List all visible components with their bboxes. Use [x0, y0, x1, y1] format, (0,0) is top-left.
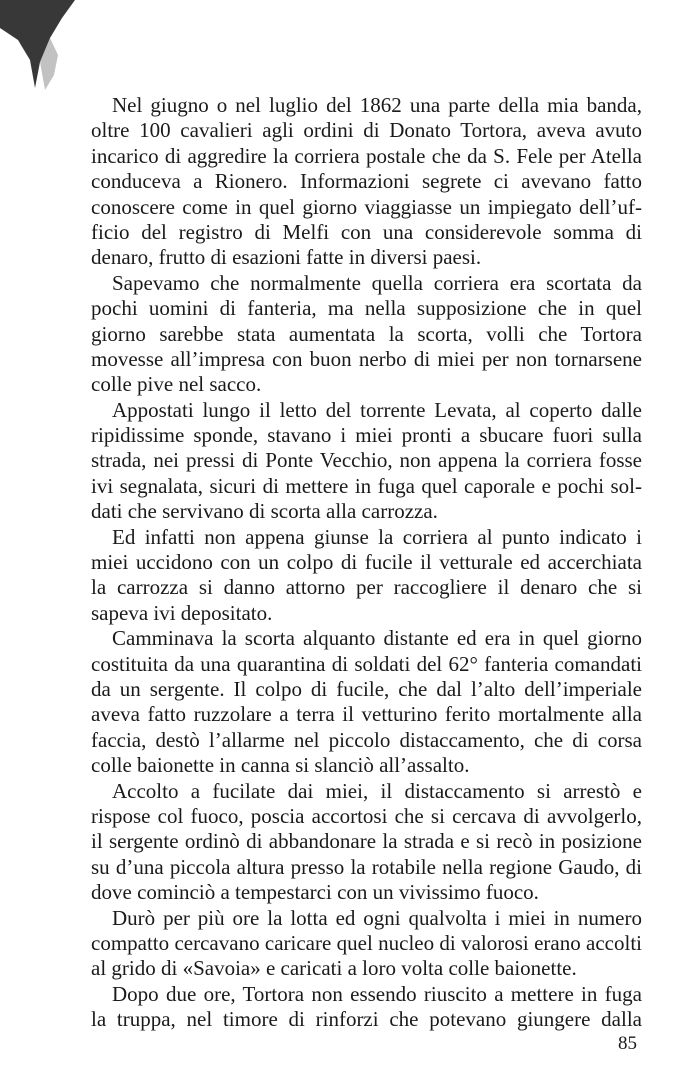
text-line: costituita da una quarantina di soldati del 62° fanteria comandati: [91, 651, 642, 676]
text-line: miei uccidono con un colpo di fucile il vetturale ed accerchiata: [91, 550, 642, 575]
paragraph: [91, 779, 642, 906]
paragraph: [91, 906, 642, 982]
paragraph: [91, 525, 642, 627]
text-line: aveva fatto ruzzolare a terra il vetturino ferito mortalmente alla: [91, 702, 642, 727]
text-line: la carrozza si danno attorno per raccogliere il denaro che si: [91, 575, 642, 600]
paragraph: [91, 398, 642, 525]
text-line: strada, nei pressi di Ponte Vecchio, non appena la corriera fosse: [91, 448, 642, 473]
paragraph: [91, 982, 642, 1033]
text-line: Appostati lungo il letto del torrente Levata, al coperto dalle: [112, 397, 642, 422]
text-line: da un sergente. Il colpo di fucile, che dal l’alto dell’imperiale: [91, 676, 642, 701]
text-line: sapeva ivi depositato.: [91, 600, 273, 625]
text-line: Nel giugno o nel luglio del 1862 una parte della mia banda,: [112, 93, 642, 117]
text-line: oltre 100 cavalieri agli ordini di Donato Tortora, aveva avuto: [91, 118, 642, 143]
text-line: ripidissime sponde, stavano i miei pronti a sbucare fuori sulla: [91, 423, 642, 448]
text-line: Durò per più ore la lotta ed ogni qualvolta i miei in numero: [112, 905, 642, 930]
paragraph: [91, 626, 642, 778]
body-text: [91, 93, 642, 1032]
text-line: dati che servivano di scorta alla carrozza.: [91, 499, 438, 524]
text-line: al grido di «Savoia» e caricati a loro volta colle baionette.: [91, 956, 577, 981]
text-line: movesse all’impresa con buon nerbo di miei per non tornarsene: [91, 346, 642, 371]
text-line: Accolto a fucilate dai miei, il distaccamento si arrestò e: [112, 778, 642, 803]
text-line: ficio del registro di Melfi con una considerevole somma di: [91, 219, 642, 244]
text-line: conduceva a Rionero. Informazioni segrete ci avevano fatto: [91, 169, 642, 194]
text-line: faccia, destò l’allarme nel piccolo distaccamento, che di corsa: [91, 727, 642, 752]
paragraph: [91, 93, 642, 271]
text-line: Ed infatti non appena giunse la corriera al punto indicato i: [112, 524, 642, 549]
text-line: rispose col fuoco, poscia accortosi che si cercava di avvolgerlo,: [91, 803, 642, 828]
text-line: la truppa, nel timore di rinforzi che potevano giungere dalla: [91, 1007, 642, 1032]
text-line: incarico di aggredire la corriera postale che da S. Fele per Atella: [91, 143, 642, 168]
text-line: colle baionette in canna si slanciò all’assalto.: [91, 753, 470, 778]
text-line: compatto cercavano caricare quel nucleo di valorosi erano accolti: [91, 930, 642, 955]
text-line: Sapevamo che normalmente quella corriera era scortata da: [112, 270, 642, 295]
paragraph: [91, 271, 642, 398]
text-line: Dopo due ore, Tortora non essendo riuscito a mettere in fuga: [112, 981, 642, 1006]
scan-smudge: [0, 0, 80, 90]
page-number: 85: [618, 1033, 637, 1054]
text-line: il sergente ordinò di abbandonare la strada e si recò in posizione: [91, 829, 642, 854]
text-line: giorno sarebbe stata aumentata la scorta, volli che Tortora: [91, 321, 642, 346]
text-line: pochi uomini di fanteria, ma nella supposizione che in quel: [91, 296, 642, 321]
text-line: Camminava la scorta alquanto distante ed era in quel giorno: [112, 626, 642, 651]
text-line: colle pive nel sacco.: [91, 372, 262, 397]
text-line: denaro, frutto di esazioni fatte in diversi paesi.: [91, 245, 482, 270]
text-line: dove cominciò a tempestarci con un vivissimo fuoco.: [91, 880, 539, 905]
text-line: conoscere come in quel giorno viaggiasse un impiegato dell’uf-: [91, 194, 642, 219]
text-line: su d’una piccola altura presso la rotabile nella regione Gaudo, di: [91, 854, 642, 879]
text-line: ivi segnalata, sicuri di mettere in fuga quel caporale e pochi sol-: [91, 473, 642, 498]
